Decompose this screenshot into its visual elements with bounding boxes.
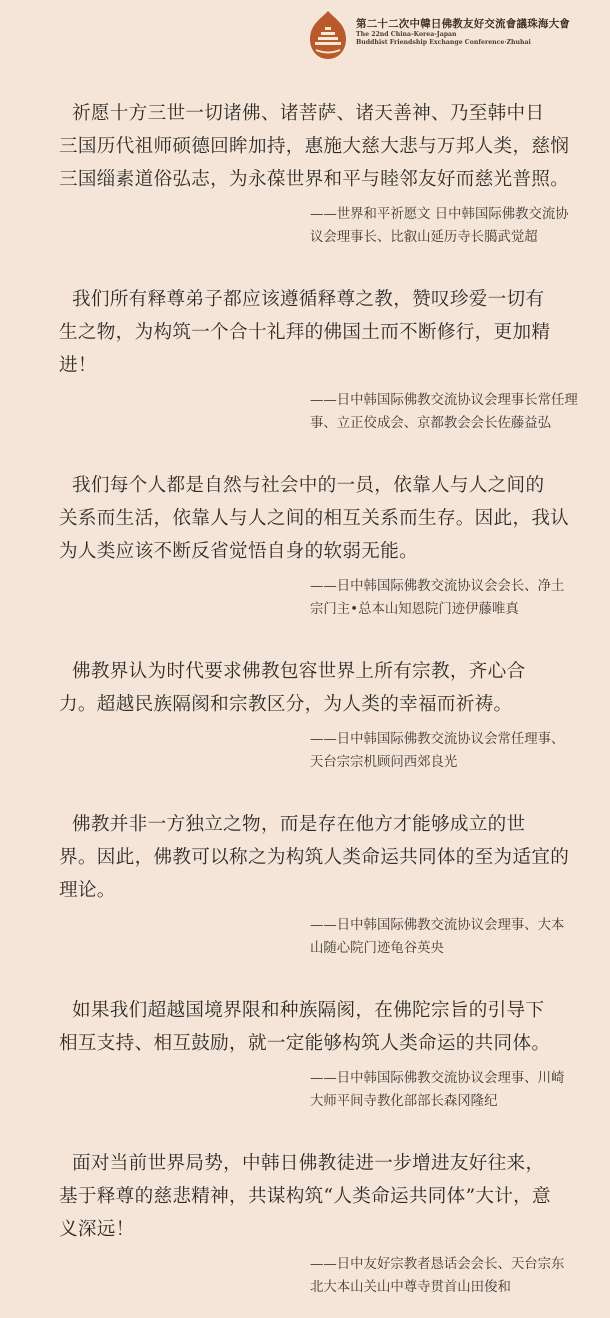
quote-text: 面对当前世界局势，中韩日佛教徒进一步增进友好往来， 基于释尊的慈悲精神，共谋构筑“人类命运共同体”大计，意 义深远！ — [59, 1153, 551, 1240]
quote-attribution: ——日中韩国际佛教交流协议会理事、大本 山随心院门迹龟谷英央 — [310, 918, 565, 956]
conference-title-cn: 第二十二次中韓日佛教友好交流會議珠海大會 — [356, 18, 570, 30]
quote-block — [0, 994, 610, 1113]
quote-attribution: ——世界和平祈愿文 日中韩国际佛教交流协 议会理事长、比叡山延历寺长臈武觉超 — [310, 207, 569, 245]
quote-text: 如果我们超越国境界限和种族隔阂，在佛陀宗旨的引导下 相互支持、相互鼓励，就一定能够构筑人类命运的共同体。 — [59, 1000, 551, 1054]
quote-block — [0, 1147, 610, 1299]
conference-title-en-line1: The 22nd China-Korea-Japan — [356, 31, 457, 38]
quote-attribution: ——日中韩国际佛教交流协议会理事长常任理 事、立正佼成会、京都教会会长佐藤益弘 — [310, 393, 578, 431]
quotes-list — [0, 97, 610, 1299]
quote-block — [0, 808, 610, 960]
quote-block — [0, 655, 610, 774]
conference-header — [0, 6, 610, 62]
conference-title-en-line2: Buddhist Friendship Exchange Conference·Zhuhai — [356, 39, 531, 46]
conference-title — [356, 18, 610, 47]
quote-text: 我们每个人都是自然与社会中的一员，依靠人与人之间的 关系而生活，依靠人与人之间的相互关系而生存。因此，我认 为人类应该不断反省觉悟自身的软弱无能。 — [59, 475, 570, 562]
quote-attribution: ——日中韩国际佛教交流协议会理事、川崎 大师平间寺教化部部长森冈隆纪 — [310, 1071, 565, 1109]
quote-text: 佛教并非一方独立之物，而是存在他方才能够成立的世 界。因此，佛教可以称之为构筑人类命运共同体的至为适宜的 理论。 — [59, 814, 570, 901]
quote-attribution: ——日中韩国际佛教交流协议会会长、净土 宗门主•总本山知恩院门迹伊藤唯真 — [310, 579, 565, 617]
quote-block — [0, 283, 610, 435]
quote-text: 我们所有释尊弟子都应该遵循释尊之教，赞叹珍爱一切有 生之物，为构筑一个合十礼拜的佛国土而不断修行，更加精 进！ — [59, 289, 551, 376]
quote-block — [0, 469, 610, 621]
quote-attribution: ——日中韩国际佛教交流协议会常任理事、 天台宗宗机顾问西郊良光 — [310, 732, 565, 770]
quote-attribution: ——日中友好宗教者恳话会会长、天台宗东 北大本山关山中尊寺贯首山田俊和 — [310, 1257, 565, 1295]
quote-text: 佛教界认为时代要求佛教包容世界上所有宗教，齐心合 力。超越民族隔阂和宗教区分，为人类的幸福而祈祷。 — [59, 661, 526, 715]
lotus-logo-icon — [306, 9, 350, 61]
quote-block — [0, 97, 610, 249]
quote-text: 祈愿十方三世一切诸佛、诸菩萨、诸天善神、乃至韩中日 三国历代祖师硕德回眸加持，惠施大慈大悲与万邦人类，慈悯 三国缁素道俗弘志，为永葆世界和平与睦邻友好而慈光普照。 — [59, 103, 570, 190]
